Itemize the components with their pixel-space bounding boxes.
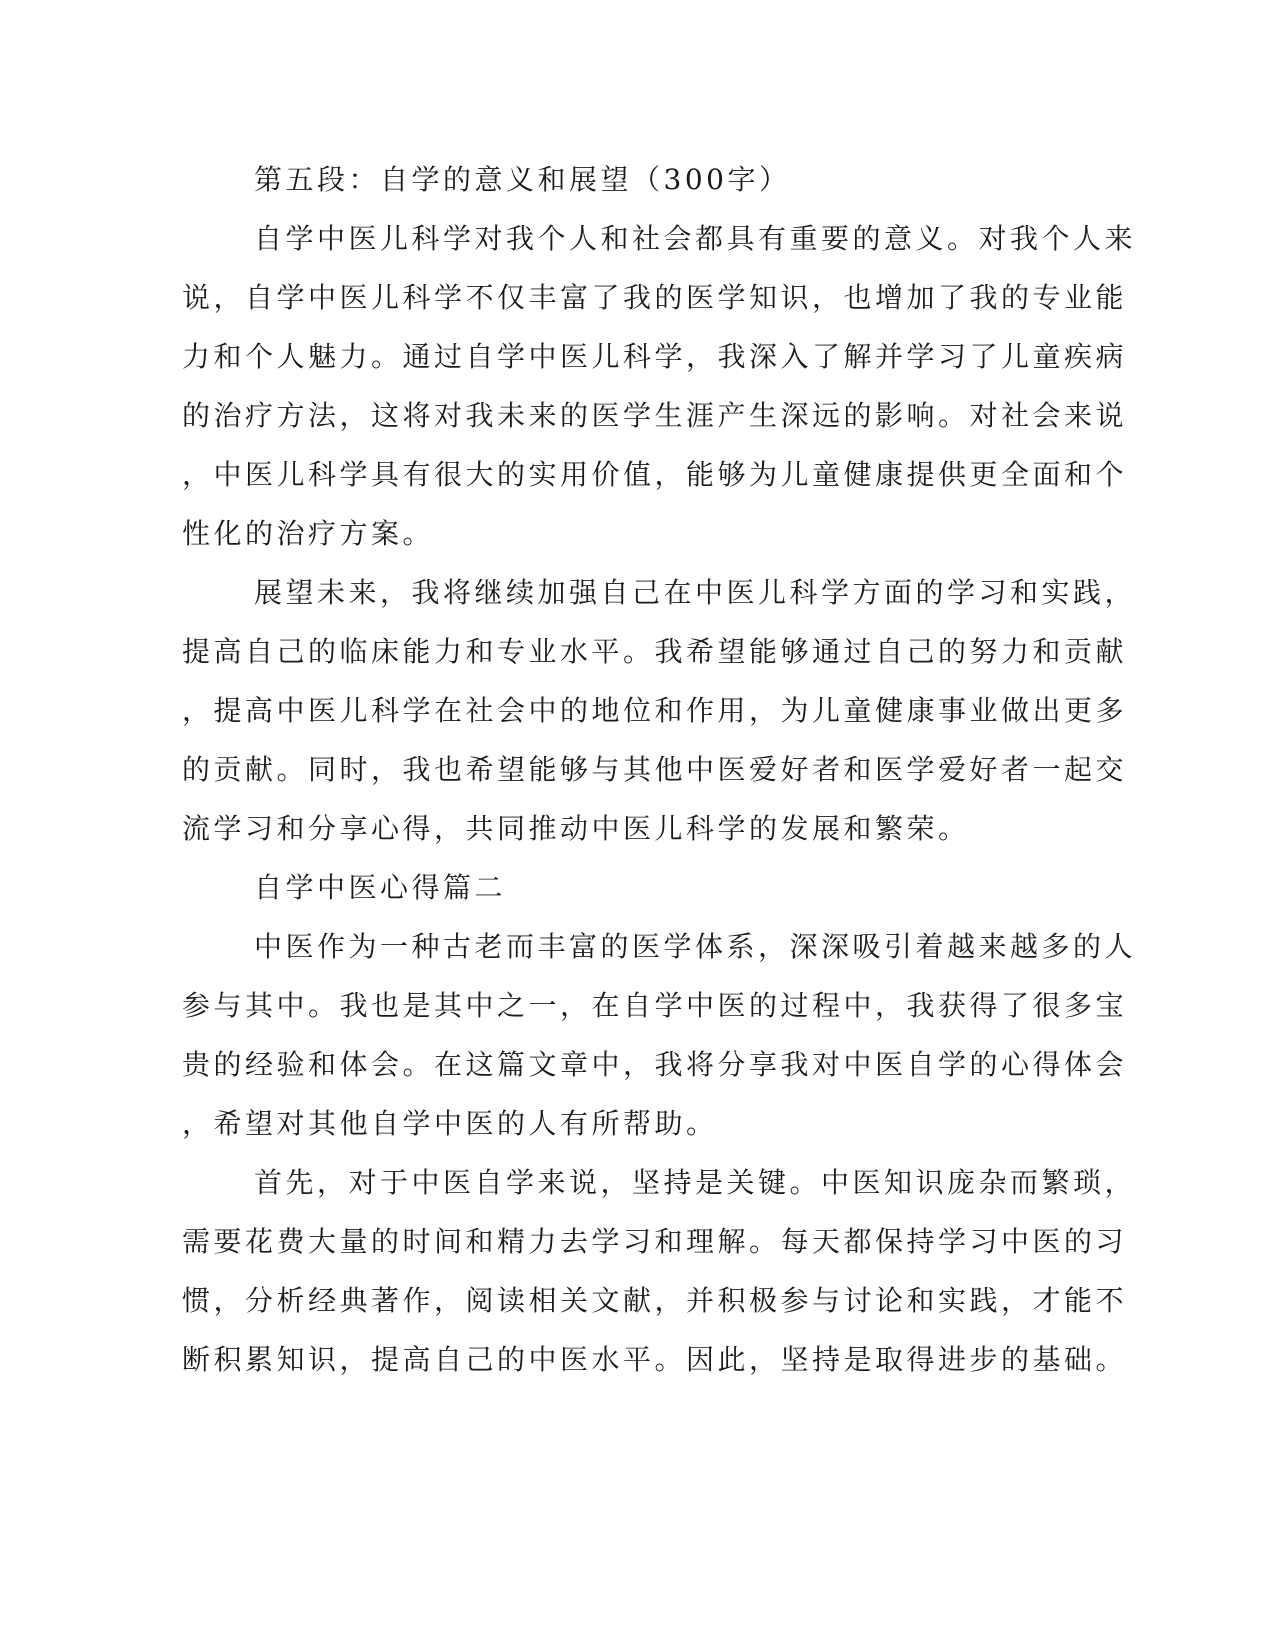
- paragraph-line: 贵的经验和体会。在这篇文章中，我将分享我对中医自学的心得体会: [182, 1048, 1128, 1081]
- paragraph-line: 惯，分析经典著作，阅读相关文献，并积极参与讨论和实践，才能不: [182, 1284, 1128, 1317]
- section-heading: 自学中医心得篇二: [254, 871, 507, 904]
- paragraph-line: ，提高中医儿科学在社会中的地位和作用，为儿童健康事业做出更多: [182, 694, 1128, 727]
- paragraph-line: 说，自学中医儿科学不仅丰富了我的医学知识，也增加了我的专业能: [182, 281, 1128, 314]
- paragraph-line: 自学中医儿科学对我个人和社会都具有重要的意义。对我个人来: [254, 222, 1137, 255]
- paragraph-line: ，希望对其他自学中医的人有所帮助。: [182, 1107, 718, 1140]
- paragraph-line: 展望未来，我将继续加强自己在中医儿科学方面的学习和实践，: [254, 576, 1137, 609]
- paragraph-line: 的贡献。同时，我也希望能够与其他中医爱好者和医学爱好者一起交: [182, 753, 1128, 786]
- paragraph-line: 中医作为一种古老而丰富的医学体系，深深吸引着越来越多的人: [254, 930, 1137, 963]
- paragraph-line: 力和个人魅力。通过自学中医儿科学，我深入了解并学习了儿童疾病: [182, 340, 1128, 373]
- paragraph-line: 参与其中。我也是其中之一，在自学中医的过程中，我获得了很多宝: [182, 989, 1128, 1022]
- paragraph-line: 提高自己的临床能力和专业水平。我希望能够通过自己的努力和贡献: [182, 635, 1128, 668]
- paragraph-line: 需要花费大量的时间和精力去学习和理解。每天都保持学习中医的习: [182, 1225, 1128, 1258]
- section-heading: 第五段：自学的意义和展望（300字）: [254, 163, 791, 196]
- paragraph-line: ，中医儿科学具有很大的实用价值，能够为儿童健康提供更全面和个: [182, 458, 1128, 491]
- paragraph-line: 性化的治疗方案。: [182, 517, 435, 550]
- paragraph-line: 断积累知识，提高自己的中医水平。因此，坚持是取得进步的基础。: [182, 1343, 1128, 1376]
- paragraph-line: 流学习和分享心得，共同推动中医儿科学的发展和繁荣。: [182, 812, 970, 845]
- paragraph-line: 的治疗方法，这将对我未来的医学生涯产生深远的影响。对社会来说: [182, 399, 1128, 432]
- paragraph-line: 首先，对于中医自学来说，坚持是关键。中医知识庞杂而繁琐，: [254, 1166, 1137, 1199]
